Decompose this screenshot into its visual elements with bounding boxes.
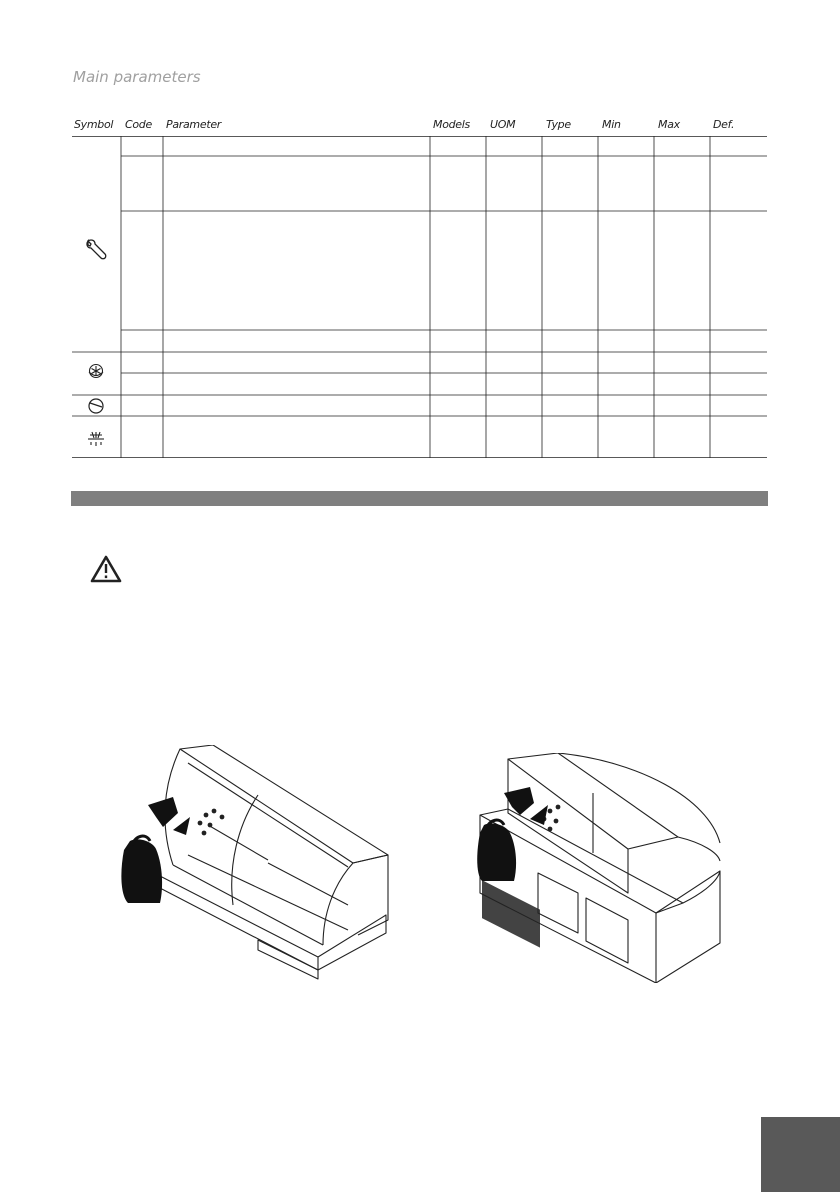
- col-header-type: Type: [546, 118, 571, 131]
- compressor-icon: [89, 399, 103, 413]
- section-title: Main parameters: [73, 68, 201, 86]
- display-case-illustration-right: [468, 753, 743, 987]
- page-number-tab: [761, 1117, 840, 1192]
- col-header-symbol: Symbol: [74, 118, 114, 131]
- wrench-icon: [87, 240, 106, 259]
- col-header-code: Code: [125, 118, 152, 131]
- warning-triangle-icon: [90, 555, 122, 583]
- section-header-bar: [71, 491, 768, 506]
- col-header-def: Def.: [713, 118, 735, 131]
- col-header-max: Max: [658, 118, 680, 131]
- col-header-min: Min: [602, 118, 621, 131]
- parameters-table: [72, 136, 767, 458]
- display-case-illustration-left: [118, 745, 393, 984]
- col-header-models: Models: [433, 118, 470, 131]
- col-header-uom: UOM: [490, 118, 516, 131]
- drip-snowflake-icon: [88, 432, 104, 446]
- col-header-parameter: Parameter: [166, 118, 222, 131]
- defrost-icon: [89, 365, 103, 378]
